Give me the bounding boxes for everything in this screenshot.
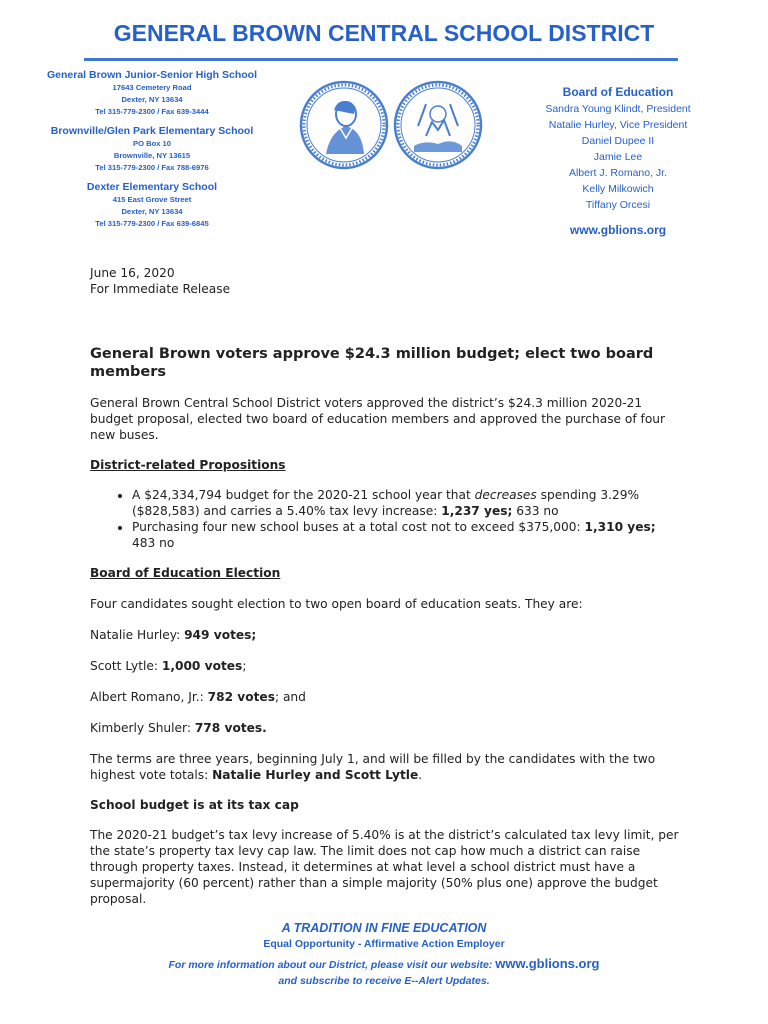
- terms-text: The terms are three years, beginning July 1, and will be filled by the candidates with the two highest vote totals:: [90, 752, 656, 782]
- footer-website-link[interactable]: www.gblions.org: [495, 956, 600, 971]
- board-member: Kelly Milkowich: [582, 183, 654, 195]
- article-headline: General Brown voters approve $24.3 million budget; elect two board members: [90, 346, 654, 380]
- candidate-name: Natalie Hurley:: [90, 628, 185, 642]
- candidate-name: Scott Lytle:: [90, 659, 162, 673]
- school-phone: Tel 315-779-2300 / Fax 788-6976: [95, 163, 209, 172]
- candidate-votes: 949 votes;: [184, 628, 257, 642]
- terms-winners: Natalie Hurley and Scott Lytle: [212, 768, 419, 782]
- school-city: Brownville, NY 13615: [113, 151, 191, 160]
- prop-no-votes: 633 no: [512, 504, 559, 518]
- board-member: Daniel Dupee II: [581, 135, 655, 147]
- board-title: Board of Education: [562, 85, 674, 99]
- title-divider: [84, 58, 678, 61]
- election-heading: Board of Education Election: [90, 566, 281, 580]
- candidate-result: [90, 720, 680, 736]
- school-phone: Tel 315-779-2300 / Fax 639-3444: [95, 107, 209, 116]
- school-name: General Brown Junior-Senior High School: [46, 69, 258, 81]
- candidate-result: [90, 627, 680, 643]
- seal-state-icon: [395, 82, 481, 168]
- candidate-tail: ;: [242, 659, 247, 673]
- propositions-list: [90, 487, 680, 551]
- board-member: Albert J. Romano, Jr.: [568, 167, 668, 179]
- prop-text: A $24,334,794 budget for the 2020-21 school year that: [132, 488, 475, 502]
- propositions-heading: District-related Propositions: [90, 458, 286, 472]
- school-name: Brownville/Glen Park Elementary School: [50, 125, 254, 137]
- terms-paragraph: [90, 751, 680, 783]
- school-block: [34, 68, 270, 118]
- tax-cap-heading: School budget is at its tax cap: [90, 798, 299, 812]
- school-city: Dexter, NY 13634: [121, 95, 183, 104]
- school-address: 415 East Grove Street: [112, 195, 192, 204]
- school-block: [34, 124, 270, 174]
- footer-eoe: Equal Opportunity - Affirmative Action Employer: [263, 938, 505, 950]
- footer-more-info: [0, 955, 768, 974]
- school-list: [34, 68, 270, 236]
- candidate-result: [90, 689, 680, 705]
- footer-subscribe: and subscribe to receive E--Alert Updates.: [278, 975, 490, 987]
- candidate-tail: ; and: [274, 690, 306, 704]
- school-address: 17643 Cemetery Road: [112, 83, 192, 92]
- candidate-name: Albert Romano, Jr.:: [90, 690, 208, 704]
- footer-motto: A TRADITION IN FINE EDUCATION: [281, 921, 487, 935]
- election-intro: Four candidates sought election to two open board of education seats. They are:: [90, 597, 583, 611]
- release-note: For Immediate Release: [90, 282, 231, 296]
- footer-more-info-text: For more information about our District, please visit our website:: [168, 959, 493, 971]
- school-phone: Tel 315-779-2300 / Fax 639-6845: [95, 219, 209, 228]
- proposition-item: [132, 519, 680, 551]
- seal-portrait-icon: [301, 82, 387, 168]
- article-intro: General Brown Central School District voters approved the district’s $24.3 million 2020-21 budget proposal, elected two board of education members and approved the purchase of four new buses.: [90, 396, 666, 442]
- board-member: Natalie Hurley, Vice President: [548, 119, 688, 131]
- school-name: Dexter Elementary School: [86, 181, 218, 193]
- candidate-name: Kimberly Shuler:: [90, 721, 195, 735]
- district-seals: [296, 80, 486, 170]
- prop-emphasis: decreases: [474, 488, 537, 502]
- prop-text: Purchasing four new school buses at a total cost not to exceed $375,000:: [132, 520, 585, 534]
- prop-yes-votes: 1,237 yes;: [441, 504, 513, 518]
- board-member: Tiffany Orcesi: [585, 199, 651, 211]
- prop-no-votes: 483 no: [132, 536, 175, 550]
- tax-cap-paragraph: The 2020-21 budget’s tax levy increase of 5.40% is at the district’s calculated tax levy limit, per the state’s property tax levy cap law. The limit does not cap how much a district can raise through property taxes. Instead, it determines at what level a school district must have a supermajority (60 percent) rather than a simple majority (50% plus one) approve the budget proposal.: [90, 828, 679, 906]
- candidate-votes: 778 votes.: [194, 721, 267, 735]
- prop-text: spending 3.29% ($828,583) and carries a 5.40% tax levy increase:: [132, 488, 640, 518]
- district-title: GENERAL BROWN CENTRAL SCHOOL DISTRICT: [113, 20, 655, 46]
- candidate-votes: 782 votes: [207, 690, 275, 704]
- board-member: Jamie Lee: [593, 151, 643, 163]
- board-member: Sandra Young Klindt, President: [545, 103, 691, 115]
- school-block: [34, 180, 270, 230]
- school-address: PO Box 10: [133, 139, 171, 148]
- board-website-link[interactable]: www.gblions.org: [569, 223, 667, 237]
- terms-end: .: [418, 768, 423, 782]
- release-date: June 16, 2020: [90, 266, 175, 280]
- candidate-result: [90, 658, 680, 674]
- candidate-votes: 1,000 votes: [161, 659, 243, 673]
- press-release: [90, 265, 680, 907]
- page-footer: [0, 920, 768, 989]
- school-city: Dexter, NY 13634: [121, 207, 183, 216]
- proposition-item: [132, 487, 680, 519]
- prop-yes-votes: 1,310 yes;: [584, 520, 656, 534]
- board-of-education: [500, 84, 736, 237]
